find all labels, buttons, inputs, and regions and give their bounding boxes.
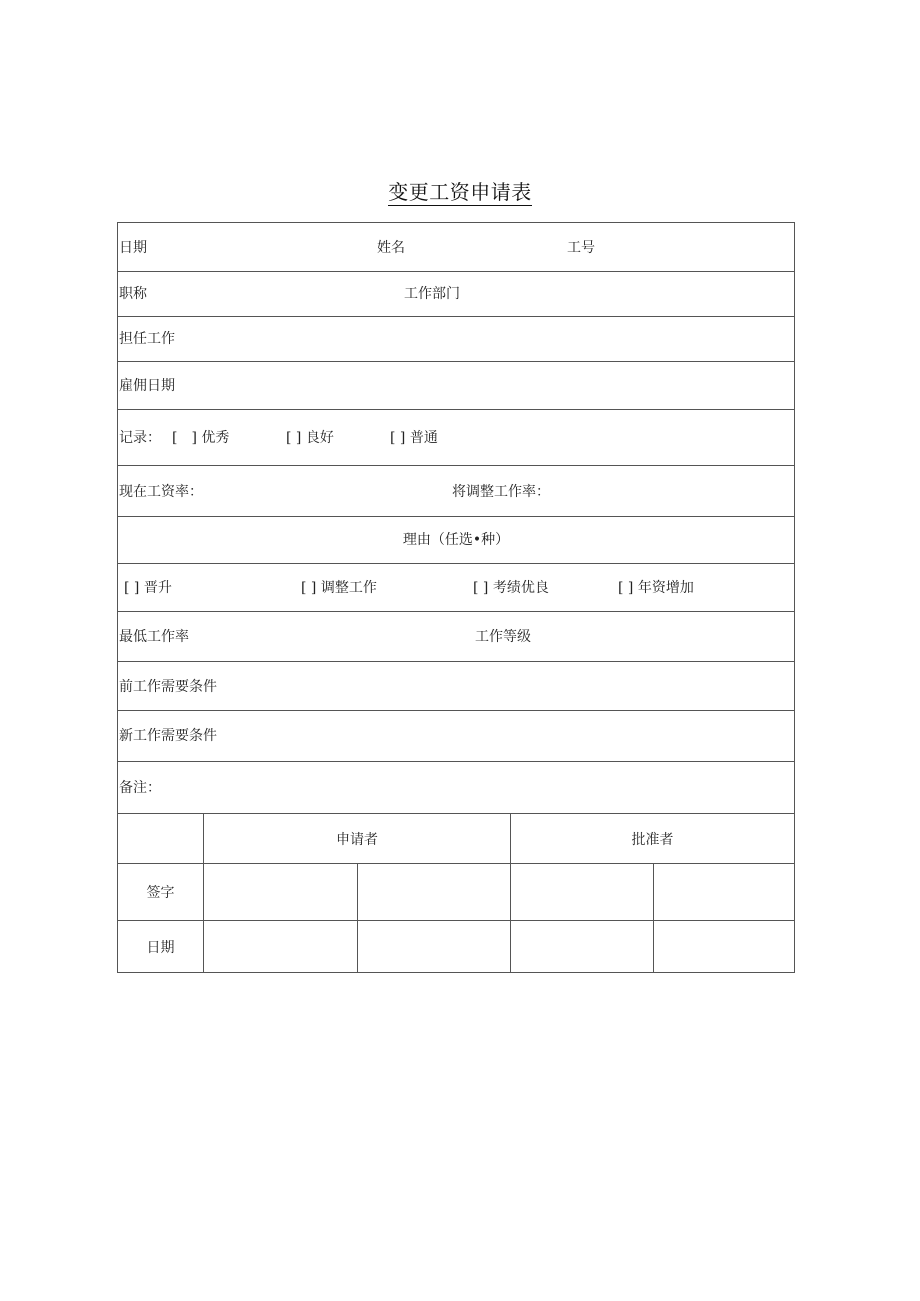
date-field-label[interactable]: 日期 [119,240,147,256]
position-field-label[interactable]: 职称 [119,286,147,302]
adjusted-rate-field-label[interactable]: 将调整工作率： [452,484,550,500]
row-min-rate-grade [118,612,794,662]
row-position-department [118,272,794,317]
record-normal-checkbox[interactable]: [ ] 普通 [390,430,438,446]
reason-seniority-checkbox[interactable]: [ ] 年资增加 [618,580,694,596]
approver-date-cell-2[interactable] [654,921,794,972]
employee-id-field-label[interactable]: 工号 [567,240,595,256]
record-good-checkbox[interactable]: [ ] 良好 [286,430,334,446]
row-reason-options [118,564,794,612]
record-label: 记录： [119,430,161,446]
record-excellent-checkbox[interactable]: [ ] 优秀 [172,430,230,446]
applicant-header: 申请者 [204,814,511,864]
department-field-label[interactable]: 工作部门 [404,286,460,302]
form-title [0,176,920,205]
reason-promotion-checkbox[interactable]: [ ] 晋升 [124,580,172,596]
approver-header: 批准者 [511,814,794,864]
row-record [118,410,794,466]
applicant-signature-cell-2[interactable] [358,864,511,921]
applicant-signature-cell[interactable] [204,864,358,921]
row-assigned-job [118,317,794,362]
row-rates [118,466,794,517]
applicant-date-cell-2[interactable] [358,921,511,972]
assigned-job-field-label[interactable]: 担任工作 [119,331,175,347]
date-row-label: 日期 [118,921,204,972]
prev-requirements-field-label[interactable]: 前工作需要条件 [119,679,217,695]
approver-signature-cell-2[interactable] [654,864,794,921]
row-hire-date [118,362,794,410]
new-requirements-field-label[interactable]: 新工作需要条件 [119,728,217,744]
signature-corner-cell [118,814,204,864]
row-prev-requirements [118,662,794,711]
reason-job-adjust-checkbox[interactable]: [ ] 调整工作 [301,580,377,596]
row-new-requirements [118,711,794,762]
row-remarks [118,762,794,814]
applicant-date-cell[interactable] [204,921,358,972]
min-rate-field-label[interactable]: 最低工作率 [119,629,189,645]
job-grade-field-label[interactable]: 工作等级 [475,629,531,645]
row-reason-heading [118,517,794,564]
signature-row-label: 签字 [118,864,204,921]
approver-signature-cell[interactable] [511,864,654,921]
reason-performance-checkbox[interactable]: [ ] 考绩优良 [473,580,549,596]
form-title-text: 变更工资申请表 [388,180,532,204]
hire-date-field-label[interactable]: 雇佣日期 [119,378,175,394]
row-date-name-id [118,223,794,272]
approver-date-cell[interactable] [511,921,654,972]
current-rate-field-label[interactable]: 现在工资率： [119,484,203,500]
signature-table [118,814,794,972]
reason-heading: 理由（任选•种） [402,532,510,548]
name-field-label[interactable]: 姓名 [377,240,405,256]
salary-change-form [117,222,795,973]
remarks-field-label[interactable]: 备注： [119,780,161,796]
